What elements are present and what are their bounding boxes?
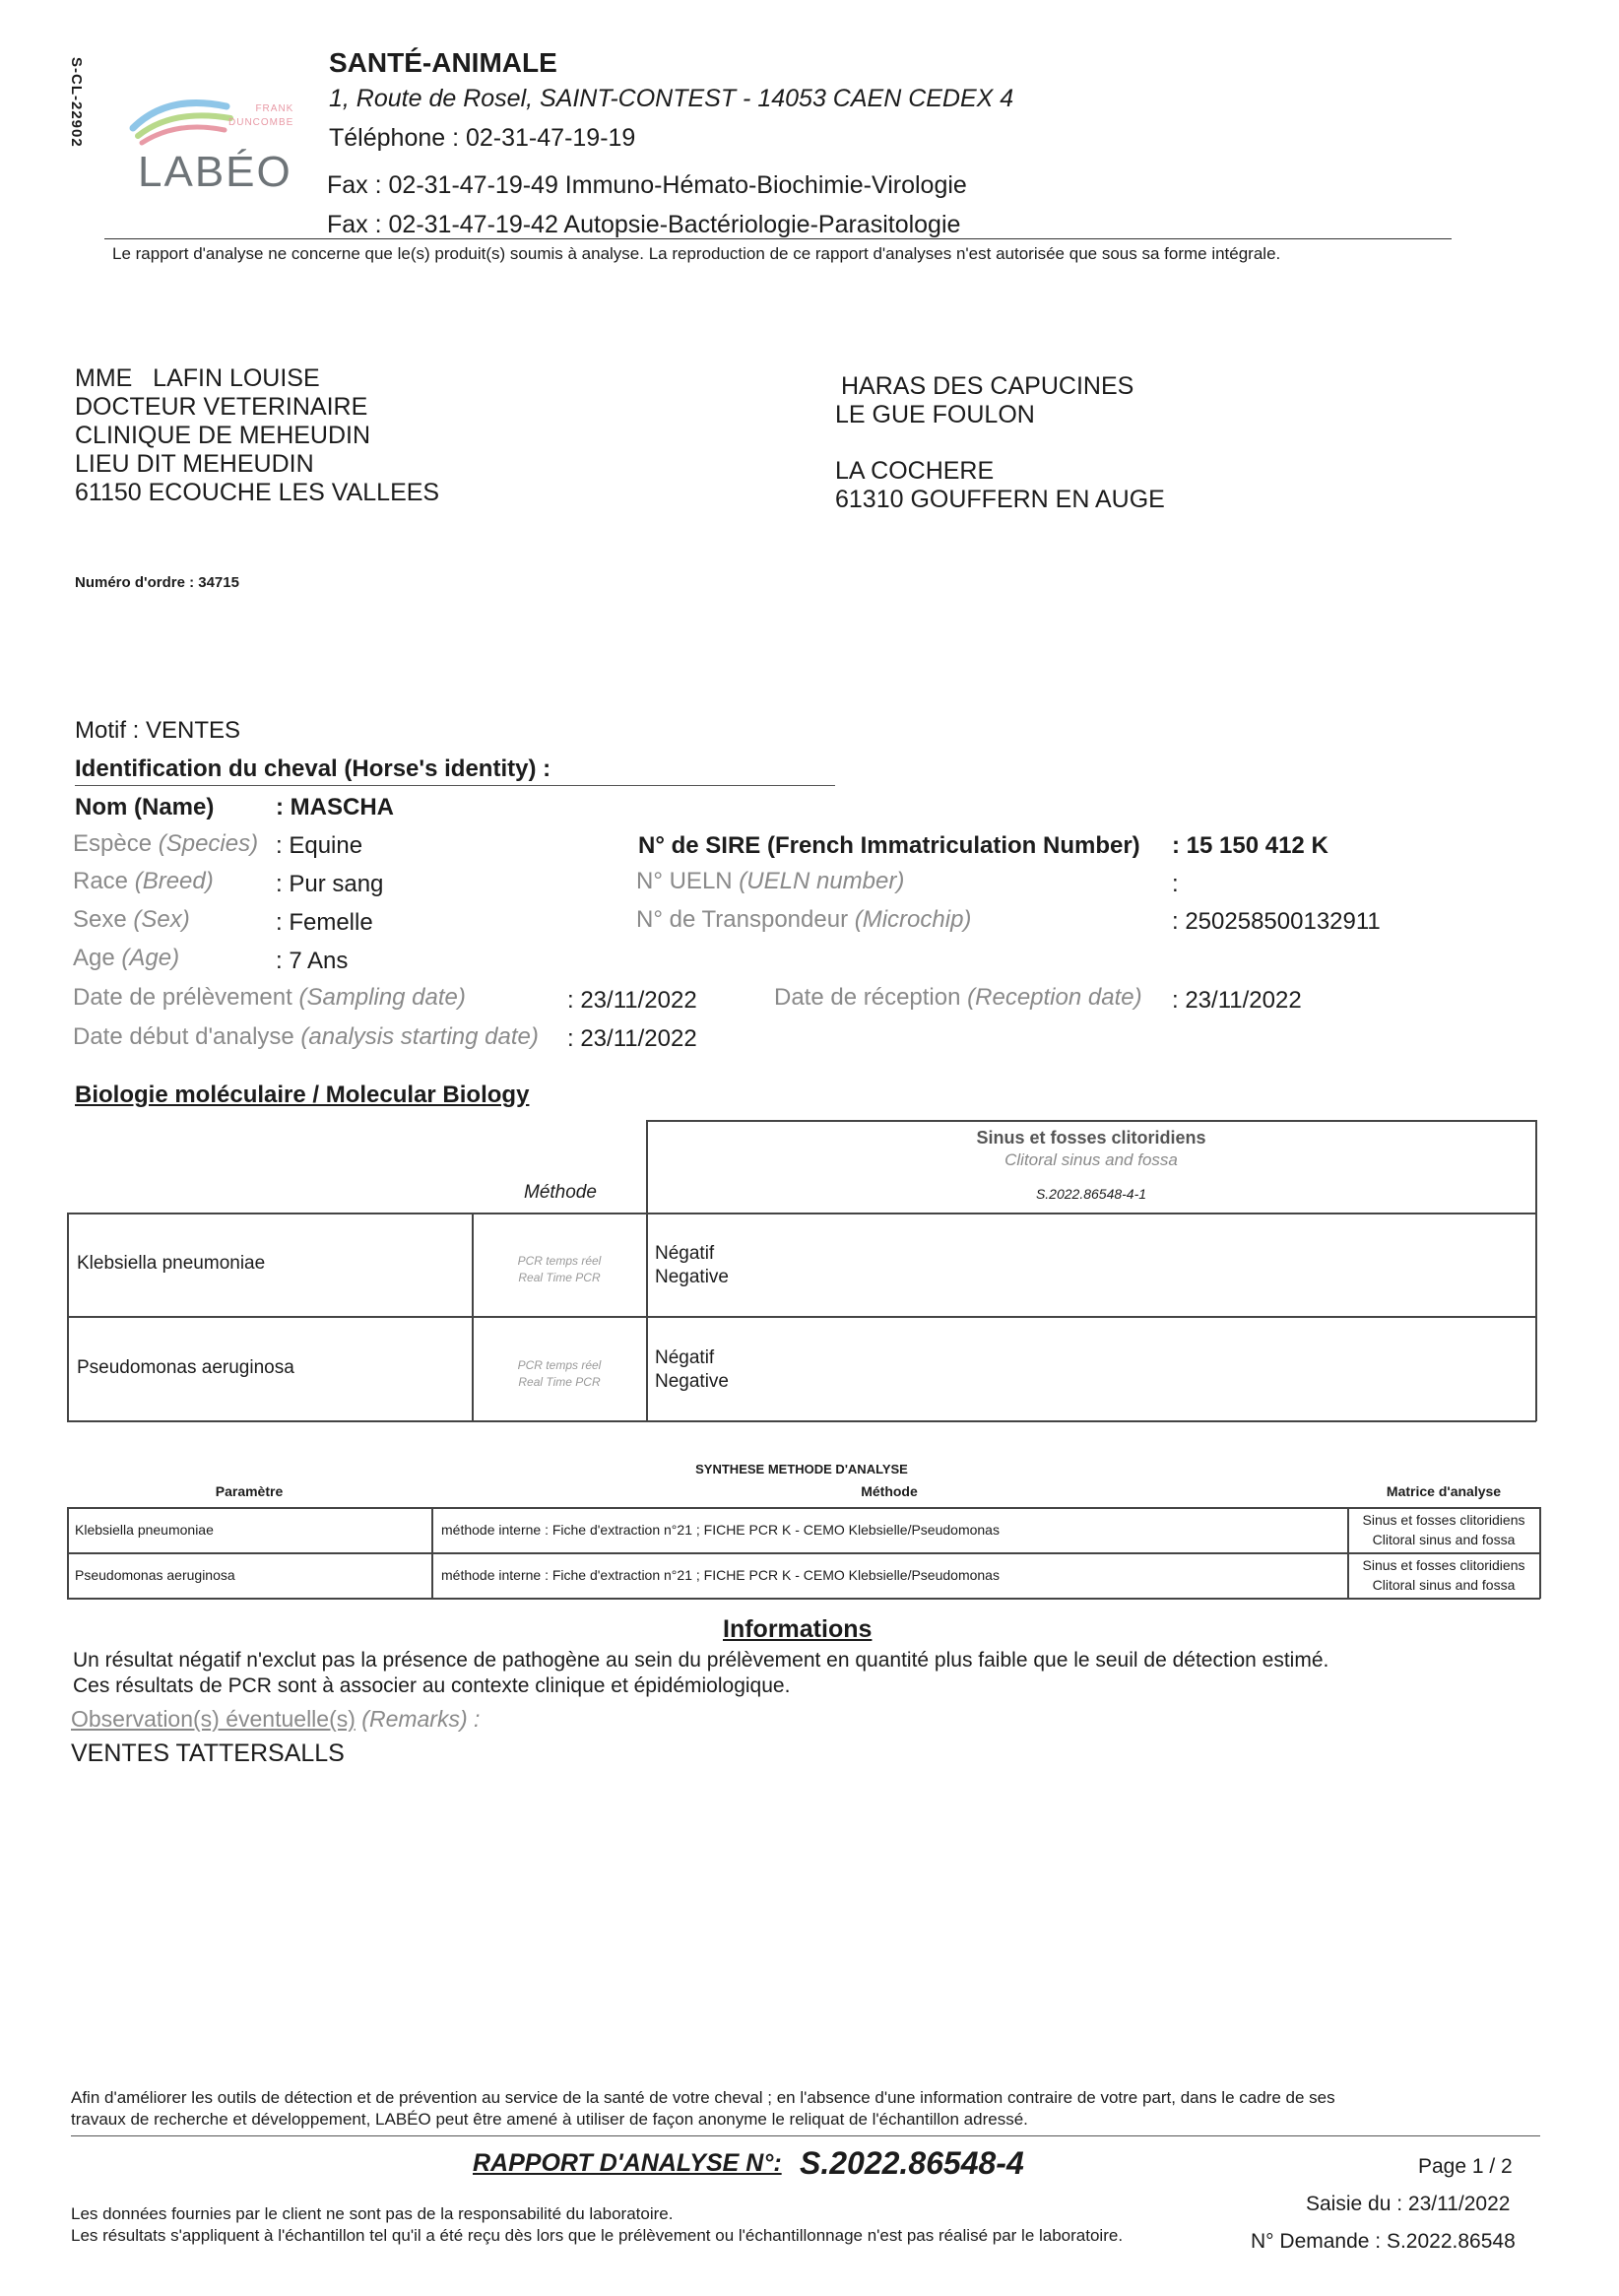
transponder-value: : 250258500132911 <box>1172 908 1381 935</box>
synthesis-col-matrix: Matrice d'analyse <box>1386 1483 1502 1499</box>
result-value-en: Negative <box>655 1371 729 1392</box>
logo-brand: LABÉO <box>138 148 292 196</box>
synthesis-method: méthode interne : Fiche d'extraction n°21 ; FICHE PCR K - CEMO Klebsielle/Pseudomonas <box>441 1522 1000 1538</box>
breed-label <box>73 868 214 895</box>
synthesis-param: Klebsiella pneumoniae <box>75 1522 214 1538</box>
header-divider <box>104 238 1452 239</box>
recipient-line: 61150 ECOUCHE LES VALLEES <box>75 479 440 506</box>
informations-title: Informations <box>723 1615 873 1643</box>
synthesis-matrix-en: Clitoral sinus and fossa <box>1372 1532 1516 1547</box>
synthesis-param: Pseudomonas aeruginosa <box>75 1567 235 1583</box>
owner-address <box>835 372 1165 514</box>
identity-underline <box>75 785 835 786</box>
matrix-header-en: Clitoral sinus and fossa <box>1004 1150 1178 1169</box>
result-method-fr: PCR temps réel <box>517 1254 602 1268</box>
synthesis-method: méthode interne : Fiche d'extraction n°21 ; FICHE PCR K - CEMO Klebsielle/Pseudomonas <box>441 1567 1000 1583</box>
species-label-fr: Espèce <box>73 830 153 857</box>
method-header: Méthode <box>524 1182 597 1203</box>
informations-line-2: Ces résultats de PCR sont à associer au contexte clinique et épidémiologique. <box>73 1674 791 1697</box>
synthesis-matrix <box>1347 1555 1540 1595</box>
logo-swoosh-icon <box>128 89 236 148</box>
observations-label-en: (Remarks) : <box>361 1706 481 1732</box>
observations-label <box>71 1706 480 1733</box>
synthesis-col-method: Méthode <box>861 1483 918 1499</box>
result-method-en: Real Time PCR <box>518 1375 601 1389</box>
reception-label-en: (Reception date) <box>967 984 1142 1011</box>
document-code: S-CL-22902 <box>68 57 85 148</box>
request-number: N° Demande : S.2022.86548 <box>1251 2230 1516 2253</box>
name-value: : MASCHA <box>276 794 394 820</box>
sex-value: : Femelle <box>276 909 373 936</box>
lab-telephone: Téléphone : 02-31-47-19-19 <box>329 124 636 152</box>
result-value-fr: Négatif <box>655 1347 715 1368</box>
start-label-fr: Date début d'analyse <box>73 1023 294 1050</box>
start-value: : 23/11/2022 <box>567 1025 697 1052</box>
ueln-label-fr: N° UELN <box>636 868 733 894</box>
transponder-label-fr: N° de Transpondeur <box>636 906 849 933</box>
molecular-biology-title: Biologie moléculaire / Molecular Biology <box>75 1082 530 1108</box>
synthesis-col-param: Paramètre <box>215 1483 284 1499</box>
observations-value: VENTES TATTERSALLS <box>71 1739 345 1767</box>
transponder-label <box>636 906 971 934</box>
recipient-line: LIEU DIT MEHEUDIN <box>75 450 314 478</box>
start-label-en: (analysis starting date) <box>300 1023 539 1050</box>
logo-mini-line1: FRANK <box>255 103 294 114</box>
result-method-fr: PCR temps réel <box>517 1358 602 1372</box>
owner-line: HARAS DES CAPUCINES <box>841 372 1134 400</box>
ueln-value: : <box>1172 871 1179 897</box>
owner-line: LE GUE FOULON <box>835 401 1035 428</box>
result-value <box>655 1242 729 1289</box>
lab-name: SANTÉ-ANIMALE <box>329 47 557 78</box>
breed-label-en: (Breed) <box>134 868 214 894</box>
informations-line-1: Un résultat négatif n'exclut pas la présence de pathogène au sein du prélèvement en quantité plus faible que le seuil de détection estimé. <box>73 1649 1329 1672</box>
species-value: : Equine <box>276 832 363 859</box>
identity-title: Identification du cheval (Horse's identity) : <box>75 755 551 782</box>
species-label-en: (Species) <box>158 830 259 857</box>
footer-notice-2: travaux de recherche et développement, LABÉO peut être amené à utiliser de façon anonyme le reliquat de l'échantillon adressé. <box>71 2110 1028 2129</box>
result-param: Pseudomonas aeruginosa <box>77 1357 294 1378</box>
synthesis-matrix-fr: Sinus et fosses clitoridiens <box>1362 1512 1525 1528</box>
entry-date: Saisie du : 23/11/2022 <box>1306 2193 1511 2215</box>
recipient-line: MME LAFIN LOUISE <box>75 364 320 392</box>
footer-notice-1: Afin d'améliorer les outils de détection et de prévention au service de la santé de votre cheval ; en l'absence d'une information contraire de votre part, dans le cadre de ses <box>71 2088 1335 2107</box>
result-value-en: Negative <box>655 1267 729 1287</box>
result-method <box>473 1357 646 1391</box>
footer-legal-1: Les données fournies par le client ne sont pas de la responsabilité du laboratoire. <box>71 2204 674 2223</box>
sire-value: : 15 150 412 K <box>1172 832 1328 859</box>
sampling-label-en: (Sampling date) <box>298 984 466 1011</box>
synthesis-title: SYNTHESE METHODE D'ANALYSE <box>695 1462 908 1476</box>
logo-mini-line2: DUNCOMBE <box>228 117 294 128</box>
sex-label <box>73 906 190 934</box>
motif: Motif : VENTES <box>75 717 241 744</box>
breed-label-fr: Race <box>73 868 129 894</box>
synthesis-matrix-en: Clitoral sinus and fossa <box>1372 1577 1516 1593</box>
owner-line: 61310 GOUFFERN EN AUGE <box>835 486 1165 513</box>
synthesis-matrix <box>1347 1510 1540 1549</box>
lab-fax-2: Fax : 02-31-47-19-42 Autopsie-Bactériologie-Parasitologie <box>327 211 961 238</box>
reception-label-fr: Date de réception <box>774 984 961 1011</box>
sampling-label-fr: Date de prélèvement <box>73 984 292 1011</box>
sampling-label <box>73 984 466 1012</box>
result-value-fr: Négatif <box>655 1243 715 1264</box>
labeo-logo <box>118 83 315 201</box>
age-label-fr: Age <box>73 945 115 971</box>
report-number-label: RAPPORT D'ANALYSE N°: <box>473 2149 782 2177</box>
age-label-en: (Age) <box>121 945 180 971</box>
reception-label <box>774 984 1142 1012</box>
age-value: : 7 Ans <box>276 948 349 974</box>
result-param: Klebsiella pneumoniae <box>77 1253 266 1274</box>
species-label <box>73 830 258 858</box>
sex-label-en: (Sex) <box>133 906 190 933</box>
recipient-line: DOCTEUR VETERINAIRE <box>75 393 368 421</box>
reception-value: : 23/11/2022 <box>1172 987 1302 1014</box>
start-label <box>73 1023 539 1051</box>
result-method <box>473 1253 646 1286</box>
transponder-label-en: (Microchip) <box>854 906 972 933</box>
report-disclaimer: Le rapport d'analyse ne concerne que le(s) produit(s) soumis à analyse. La reproduction de ce rapport d'analyses n'est autorisée que sous sa forme intégrale. <box>112 244 1281 263</box>
observations-label-fr: Observation(s) éventuelle(s) <box>71 1706 356 1732</box>
matrix-header-fr: Sinus et fosses clitoridiens <box>976 1128 1206 1148</box>
sire-label: N° de SIRE (French Immatriculation Number) <box>638 832 1140 859</box>
name-label: Nom (Name) <box>75 794 215 820</box>
footer-divider <box>71 2135 1540 2136</box>
sample-id: S.2022.86548-4-1 <box>1035 1186 1147 1202</box>
order-number: Numéro d'ordre : 34715 <box>75 574 239 591</box>
lab-fax-1: Fax : 02-31-47-19-49 Immuno-Hémato-Biochimie-Virologie <box>327 171 967 199</box>
age-label <box>73 945 179 972</box>
ueln-label-en: (UELN number) <box>739 868 905 894</box>
owner-line: LA COCHERE <box>835 457 995 485</box>
page-number: Page 1 / 2 <box>1418 2155 1513 2178</box>
sampling-value: : 23/11/2022 <box>567 987 697 1014</box>
recipient-address <box>75 364 439 507</box>
report-number: S.2022.86548-4 <box>800 2145 1024 2181</box>
footer-legal-2: Les résultats s'appliquent à l'échantillon tel qu'il a été reçu dès lors que le prélèvement ou l'échantillonnage n'est pas réalisé par le laboratoire. <box>71 2226 1124 2245</box>
lab-address: 1, Route de Rosel, SAINT-CONTEST - 14053 CAEN CEDEX 4 <box>329 85 1014 112</box>
result-method-en: Real Time PCR <box>518 1271 601 1284</box>
recipient-line: CLINIQUE DE MEHEUDIN <box>75 422 371 449</box>
result-value <box>655 1346 729 1394</box>
ueln-label <box>636 868 904 895</box>
breed-value: : Pur sang <box>276 871 384 897</box>
sex-label-fr: Sexe <box>73 906 127 933</box>
synthesis-matrix-fr: Sinus et fosses clitoridiens <box>1362 1557 1525 1573</box>
